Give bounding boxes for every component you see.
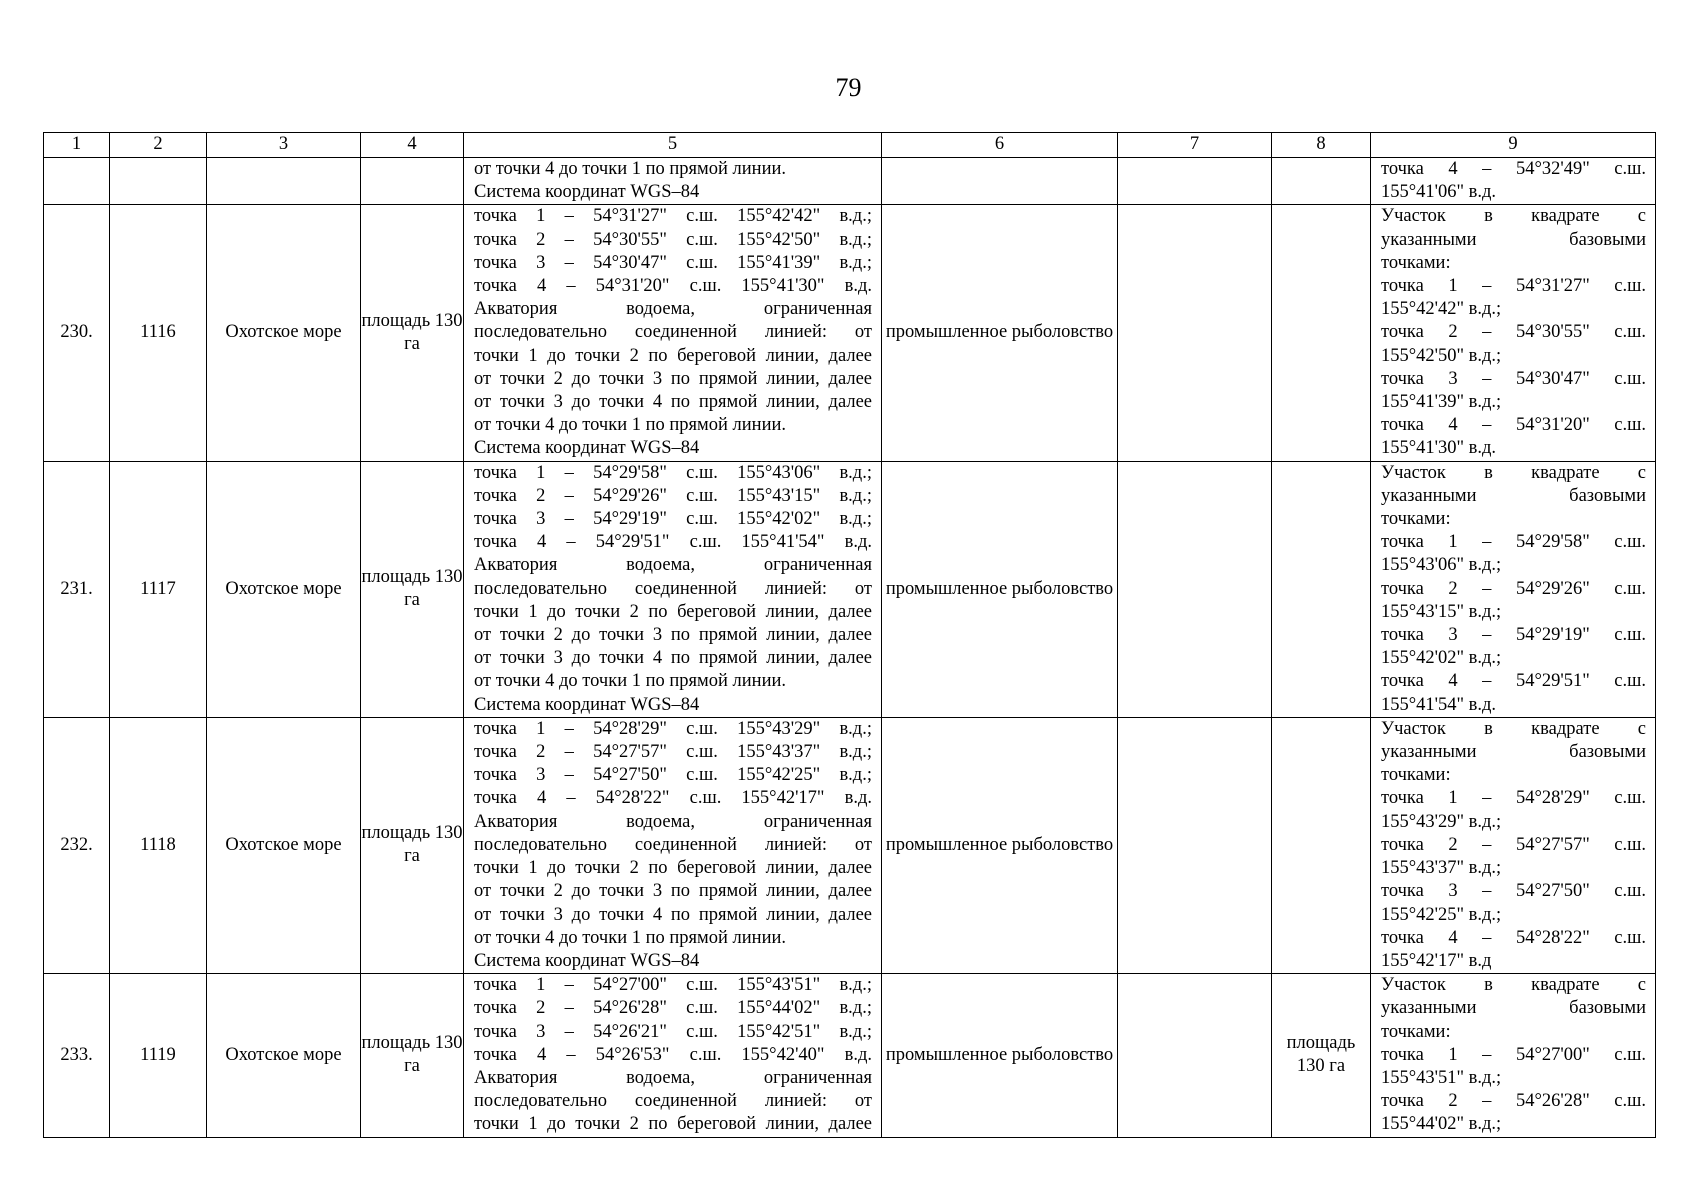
text-line: точками: [1381, 509, 1451, 530]
text-line: 155°41'30" в.д. [1381, 438, 1497, 459]
text-line: точка 4 – 54°31'20" с.ш. 155°41'30" в.д. [474, 276, 872, 297]
text-line: 155°42'25" в.д.; [1381, 904, 1502, 925]
cell-water-body-name [207, 158, 361, 205]
cell-usage-type [882, 158, 1118, 205]
text-line: точка 4 – 54°28'22" с.ш. [1381, 927, 1646, 948]
column-header-4: 4 [361, 133, 464, 158]
text-line: точки 1 до точки 2 по береговой линии, далее [474, 1114, 872, 1135]
text-line: 155°43'51" в.д.; [1381, 1067, 1502, 1088]
water-body-number-text: 1116 [140, 322, 176, 343]
text-line: от точки 3 до точки 4 по прямой линии, далее [474, 904, 872, 925]
water-body-name-text: Охотское море [225, 834, 342, 855]
text-line: точка 1 – 54°31'27" с.ш. 155°42'42" в.д.; [474, 206, 872, 227]
text-line: точка 2 – 54°27'57" с.ш. [1381, 834, 1646, 855]
cell-boundary-description [464, 461, 882, 717]
text-line: точка 4 – 54°31'20" с.ш. [1381, 415, 1646, 436]
text-line: Участок в квадрате с [1381, 718, 1646, 739]
text-line: от точки 3 до точки 4 по прямой линии, далее [474, 648, 872, 669]
cell-water-body-name [207, 974, 361, 1137]
row-number-text: 230. [60, 322, 93, 343]
column-header-5: 5 [464, 133, 882, 158]
text-line: точка 3 – 54°30'47" с.ш. 155°41'39" в.д.; [474, 252, 872, 273]
text-line: точка 3 – 54°29'19" с.ш. 155°42'02" в.д.; [474, 509, 872, 530]
column-header-1: 1 [44, 133, 110, 158]
cell-site-description [1371, 461, 1656, 717]
text-line: Участок в квадрате с [1381, 206, 1646, 227]
column-header-9: 9 [1371, 133, 1656, 158]
cell-area [361, 974, 464, 1137]
column-header-3: 3 [207, 133, 361, 158]
cell-row-number [44, 974, 110, 1137]
row-number-text: 232. [60, 834, 93, 855]
column-8-text: площадь 130 га [1286, 1033, 1356, 1077]
text-line: от точки 4 до точки 1 по прямой линии. [474, 927, 786, 948]
text-line: 155°42'50" в.д.; [1381, 345, 1502, 366]
text-line: от точки 3 до точки 4 по прямой линии, далее [474, 392, 872, 413]
text-line: 155°41'06" в.д. [1381, 182, 1497, 203]
row-number-text: 231. [60, 578, 93, 599]
column-header-8: 8 [1272, 133, 1371, 158]
text-line: точка 1 – 54°31'27" с.ш. [1381, 276, 1646, 297]
cell-site-description [1371, 974, 1656, 1137]
cell-area [361, 717, 464, 973]
text-line: точками: [1381, 765, 1451, 786]
cell-site-description [1371, 158, 1656, 205]
cell-usage-type [882, 205, 1118, 461]
area-text: площадь 130 га [361, 567, 463, 611]
water-body-name-text: Охотское море [225, 322, 342, 343]
cell-boundary-description [464, 205, 882, 461]
usage-type-text: промышленное рыболовство [885, 1044, 1114, 1065]
text-line: 155°44'02" в.д.; [1381, 1114, 1502, 1135]
column-header-2: 2 [110, 133, 207, 158]
text-line: от точки 2 до точки 3 по прямой линии, далее [474, 368, 872, 389]
cell-water-body-number [110, 205, 207, 461]
cell-area [361, 158, 464, 205]
cell-area [361, 461, 464, 717]
water-body-number-text: 1119 [140, 1044, 176, 1065]
cell-water-body-name [207, 205, 361, 461]
text-line: точки 1 до точки 2 по береговой линии, далее [474, 601, 872, 622]
cell-site-description [1371, 205, 1656, 461]
text-line: точка 2 – 54°29'26" с.ш. 155°43'15" в.д.; [474, 485, 872, 506]
cell-usage-type [882, 461, 1118, 717]
text-line: точка 2 – 54°29'26" с.ш. [1381, 578, 1646, 599]
cell-column-7 [1118, 461, 1272, 717]
cell-water-body-number [110, 158, 207, 205]
text-line: указанными базовыми [1381, 485, 1646, 506]
text-line: Система координат WGS–84 [474, 182, 700, 203]
text-line: 155°42'42" в.д.; [1381, 299, 1502, 320]
cell-column-7 [1118, 205, 1272, 461]
text-line: точка 3 – 54°27'50" с.ш. [1381, 881, 1646, 902]
area-text: площадь 130 га [361, 310, 463, 355]
text-line: Система координат WGS–84 [474, 694, 700, 715]
text-line: точка 1 – 54°28'29" с.ш. 155°43'29" в.д.; [474, 718, 872, 739]
cell-water-body-number [110, 717, 207, 973]
water-body-number-text: 1118 [140, 834, 176, 855]
cell-boundary-description [464, 974, 882, 1137]
cell-column-7 [1118, 158, 1272, 205]
table-row [44, 717, 1656, 973]
table-row [44, 158, 1656, 205]
cell-column-8 [1272, 205, 1371, 461]
cell-area [361, 205, 464, 461]
text-line: последовательно соединенной линией: от [474, 322, 872, 343]
text-line: Система координат WGS–84 [474, 950, 700, 971]
usage-type-text: промышленное рыболовство [885, 322, 1114, 343]
text-line: точка 2 – 54°26'28" с.ш. 155°44'02" в.д.; [474, 998, 872, 1019]
text-line: 155°41'39" в.д.; [1381, 392, 1502, 413]
text-line: точка 2 – 54°30'55" с.ш. [1381, 322, 1646, 343]
text-line: от точки 2 до точки 3 по прямой линии, далее [474, 881, 872, 902]
text-line: точка 4 – 54°32'49" с.ш. [1381, 159, 1646, 179]
column-header-6: 6 [882, 133, 1118, 158]
text-line: точка 3 – 54°26'21" с.ш. 155°42'51" в.д.; [474, 1021, 872, 1042]
text-line: точка 4 – 54°28'22" с.ш. 155°42'17" в.д. [474, 788, 872, 809]
cell-row-number [44, 205, 110, 461]
text-line: от точки 2 до точки 3 по прямой линии, далее [474, 625, 872, 646]
fishing-sites-table [43, 132, 1656, 1138]
text-line: точками: [1381, 1021, 1451, 1042]
text-line: последовательно соединенной линией: от [474, 578, 872, 599]
text-line: точка 3 – 54°30'47" с.ш. [1381, 368, 1646, 389]
cell-row-number [44, 461, 110, 717]
cell-column-8 [1272, 158, 1371, 205]
water-body-name-text: Охотское море [225, 578, 342, 599]
text-line: Акватория водоема, ограниченная [474, 811, 872, 832]
text-line: 155°43'06" в.д.; [1381, 555, 1502, 576]
text-line: точка 1 – 54°29'58" с.ш. 155°43'06" в.д.; [474, 462, 872, 483]
water-body-name-text: Охотское море [225, 1044, 342, 1065]
text-line: от точки 4 до точки 1 по прямой линии. [474, 415, 786, 436]
cell-column-8 [1272, 717, 1371, 973]
text-line: точка 1 – 54°27'00" с.ш. 155°43'51" в.д.; [474, 975, 872, 996]
text-line: указанными базовыми [1381, 742, 1646, 763]
area-text: площадь 130 га [361, 823, 463, 867]
usage-type-text: промышленное рыболовство [885, 578, 1114, 599]
table-row [44, 974, 1656, 1137]
cell-boundary-description [464, 158, 882, 205]
text-line: 155°42'17" в.д [1381, 950, 1492, 971]
water-body-number-text: 1117 [140, 578, 176, 599]
text-line: точки 1 до точки 2 по береговой линии, далее [474, 345, 872, 366]
cell-row-number [44, 158, 110, 205]
cell-water-body-name [207, 717, 361, 973]
text-line: точки 1 до точки 2 по береговой линии, далее [474, 858, 872, 879]
text-line: Участок в квадрате с [1381, 462, 1646, 483]
text-line: от точки 4 до точки 1 по прямой линии. [474, 159, 786, 179]
text-line: 155°43'29" в.д.; [1381, 811, 1502, 832]
text-line: 155°41'54" в.д. [1381, 694, 1497, 715]
text-line: точка 2 – 54°27'57" с.ш. 155°43'37" в.д.; [474, 742, 872, 763]
cell-water-body-number [110, 461, 207, 717]
text-line: последовательно соединенной линией: от [474, 1091, 872, 1112]
cell-column-7 [1118, 717, 1272, 973]
cell-usage-type [882, 974, 1118, 1137]
text-line: точка 4 – 54°29'51" с.ш. 155°41'54" в.д. [474, 532, 872, 553]
area-text: площадь 130 га [361, 1033, 463, 1077]
text-line: Акватория водоема, ограниченная [474, 1067, 872, 1088]
cell-boundary-description [464, 717, 882, 973]
page-number: 79 [835, 73, 862, 102]
text-line: точка 1 – 54°27'00" с.ш. [1381, 1044, 1646, 1065]
table-row [44, 205, 1656, 461]
cell-water-body-number [110, 974, 207, 1137]
text-line: Система координат WGS–84 [474, 438, 700, 459]
text-line: 155°43'15" в.д.; [1381, 601, 1502, 622]
cell-water-body-name [207, 461, 361, 717]
text-line: от точки 4 до точки 1 по прямой линии. [474, 671, 786, 692]
cell-site-description [1371, 717, 1656, 973]
text-line: точками: [1381, 252, 1451, 273]
cell-column-8 [1272, 974, 1371, 1137]
text-line: последовательно соединенной линией: от [474, 834, 872, 855]
cell-row-number [44, 717, 110, 973]
table-row [44, 461, 1656, 717]
usage-type-text: промышленное рыболовство [885, 834, 1114, 855]
cell-column-7 [1118, 974, 1272, 1137]
text-line: 155°43'37" в.д.; [1381, 858, 1502, 879]
text-line: точка 4 – 54°29'51" с.ш. [1381, 671, 1646, 692]
column-header-7: 7 [1118, 133, 1272, 158]
cell-column-8 [1272, 461, 1371, 717]
text-line: Акватория водоема, ограниченная [474, 555, 872, 576]
text-line: точка 1 – 54°29'58" с.ш. [1381, 532, 1646, 553]
text-line: 155°42'02" в.д.; [1381, 648, 1502, 669]
text-line: Акватория водоема, ограниченная [474, 299, 872, 320]
text-line: указанными базовыми [1381, 998, 1646, 1019]
text-line: Участок в квадрате с [1381, 975, 1646, 996]
text-line: точка 4 – 54°26'53" с.ш. 155°42'40" в.д. [474, 1044, 872, 1065]
text-line: точка 2 – 54°30'55" с.ш. 155°42'50" в.д.; [474, 229, 872, 250]
text-line: точка 2 – 54°26'28" с.ш. [1381, 1091, 1646, 1112]
header-row [44, 133, 1656, 158]
text-line: точка 3 – 54°29'19" с.ш. [1381, 625, 1646, 646]
cell-usage-type [882, 717, 1118, 973]
text-line: точка 3 – 54°27'50" с.ш. 155°42'25" в.д.; [474, 765, 872, 786]
text-line: точка 1 – 54°28'29" с.ш. [1381, 788, 1646, 809]
row-number-text: 233. [60, 1044, 93, 1065]
text-line: указанными базовыми [1381, 229, 1646, 250]
